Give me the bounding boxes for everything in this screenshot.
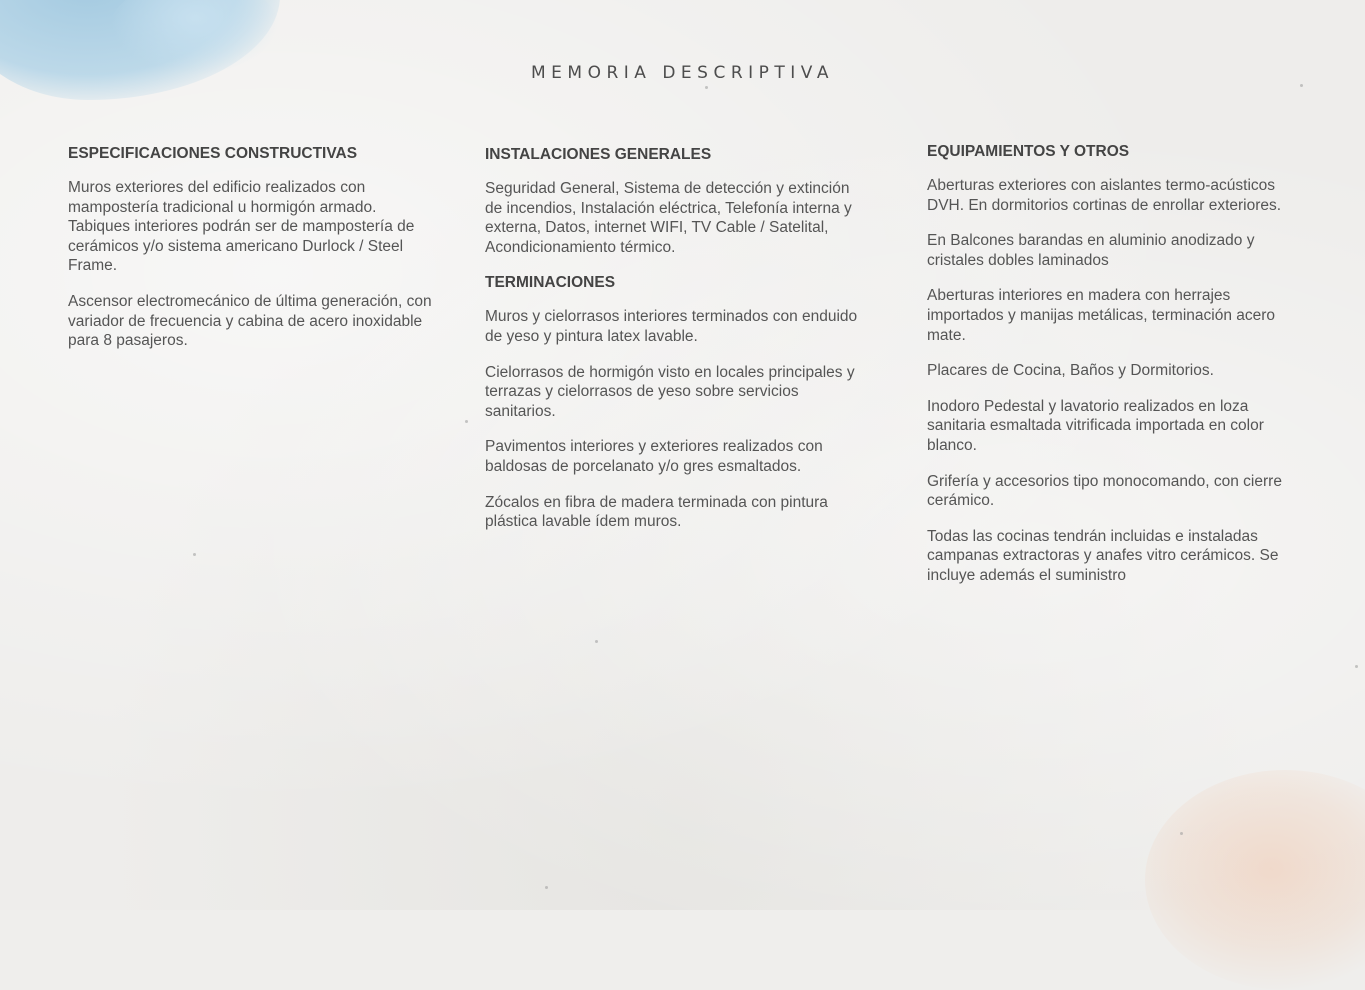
paper-speck [1300, 84, 1303, 87]
paragraph: Grifería y accesorios tipo monocomando, con cierre cerámico. [927, 472, 1282, 510]
paper-speck [193, 553, 196, 556]
section-heading: INSTALACIONES GENERALES [485, 146, 712, 163]
paper-speck [1355, 665, 1358, 668]
paragraph: Cielorrasos de hormigón visto en locales principales y terrazas y cielorrasos de yeso sobre servicios sanitarios. [485, 363, 855, 420]
paragraph: Inodoro Pedestal y lavatorio realizados en loza sanitaria esmaltada vitrificada importada en color blanco. [927, 397, 1264, 454]
section-heading: EQUIPAMIENTOS Y OTROS [927, 143, 1130, 160]
page-title: MEMORIA DESCRIPTIVA [531, 63, 834, 83]
section-heading: TERMINACIONES [485, 274, 616, 292]
paragraph: Pavimentos interiores y exteriores realizados con baldosas de porcelanato y/o gres esmaltados. [485, 438, 823, 475]
paragraph: Muros y cielorrasos interiores terminados con enduido de yeso y pintura latex lavable. [485, 308, 858, 345]
paragraph: En Balcones barandas en aluminio anodizado y cristales dobles laminados [927, 232, 1255, 269]
paragraph: Muros exteriores del edificio realizados con mampostería tradicional u hormigón armado. Tabiques interiores podrán ser de mampostería de cerámicos y/o sistema americano Durlock / Steel Frame. [68, 179, 415, 275]
section-especificaciones-constructivas [68, 144, 433, 351]
column-especificaciones [68, 144, 433, 367]
paragraph: Zócalos en fibra de madera terminada con pintura plástica lavable ídem muros. [485, 493, 828, 531]
paper-speck [705, 86, 708, 89]
paper-speck [1180, 832, 1183, 835]
column-equipamientos [927, 142, 1307, 602]
section-equipamientos-y-otros [927, 142, 1307, 586]
paper-speck [465, 420, 468, 423]
paper-speck [545, 886, 548, 889]
paragraph: Aberturas interiores en madera con herrajes importados y manijas metálicas, terminación acero mate. [927, 287, 1276, 344]
paper-speck [595, 640, 598, 643]
paragraph: Seguridad General, Sistema de detección y extinción de incendios, Instalación eléctrica, Telefonía interna y externa, Datos, internet WIFI, TV Cable / Satelital, Acondicionamiento térmico. [485, 180, 852, 256]
column-instalaciones [485, 145, 860, 548]
paragraph: Aberturas exteriores con aislantes termo-acústicos DVH. En dormitorios cortinas de enrollar exteriores. [927, 177, 1282, 214]
section-heading: ESPECIFICACIONES CONSTRUCTIVAS [68, 145, 358, 162]
paragraph: Todas las cocinas tendrán incluidas e instaladas campanas extractoras y anafes vitro cerámicos. Se incluye además el suministro [927, 527, 1279, 584]
section-terminaciones [485, 273, 860, 531]
paragraph: Ascensor electromecánico de última generación, con variador de frecuencia y cabina de acero inoxidable para 8 pasajeros. [68, 292, 432, 350]
paragraph: Placares de Cocina, Baños y Dormitorios. [927, 362, 1214, 380]
section-instalaciones-generales [485, 145, 860, 257]
